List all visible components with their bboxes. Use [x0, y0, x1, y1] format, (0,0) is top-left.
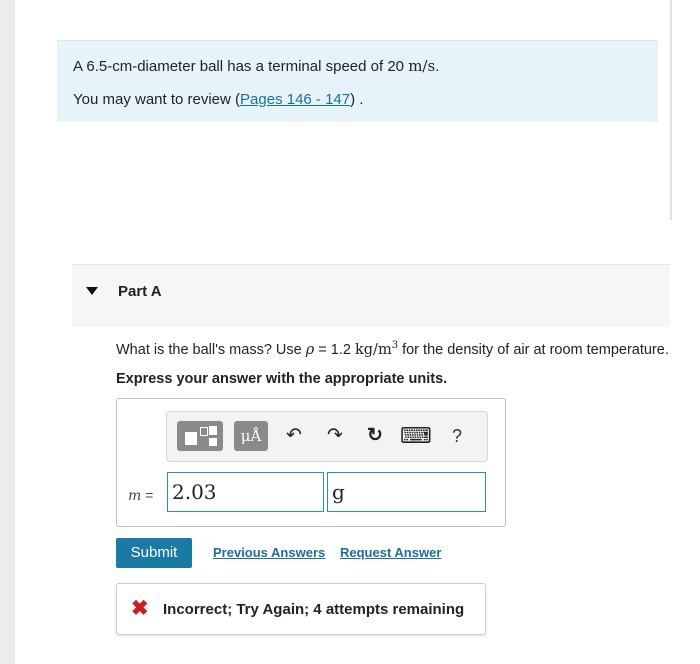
left-rail	[0, 0, 15, 664]
previous-answers-link[interactable]: Previous Answers	[213, 545, 326, 560]
feedback-message: Incorrect; Try Again; 4 attempts remaining	[163, 601, 465, 618]
help-button[interactable]: ?	[451, 426, 462, 446]
redo-icon[interactable]: ↷	[327, 425, 343, 446]
part-a-header[interactable]	[72, 264, 670, 327]
rho-symbol: ρ	[305, 341, 315, 358]
right-divider	[670, 0, 672, 220]
answer-unit-input[interactable]: g	[327, 472, 486, 512]
undo-icon[interactable]: ↶	[286, 425, 302, 446]
answer-box	[116, 398, 506, 527]
templates-button[interactable]	[177, 421, 223, 451]
review-pages-link[interactable]: Pages 146 - 147	[240, 91, 351, 108]
part-title: Part A	[118, 283, 162, 300]
feedback-box	[116, 583, 486, 635]
keyboard-icon[interactable]: ⌨	[400, 423, 432, 448]
error-x-icon: ✖	[131, 597, 149, 620]
math-toolbar	[166, 411, 488, 462]
request-answer-link[interactable]: Request Answer	[340, 545, 442, 560]
problem-intro	[57, 40, 658, 122]
problem-statement: A 6.5-cm-diameter ball has a terminal speed of 20 m/s.	[73, 57, 440, 75]
submit-button[interactable]: Submit	[116, 538, 192, 568]
variable-label: m =	[128, 487, 154, 504]
collapse-caret-icon[interactable]	[86, 287, 98, 295]
speed-unit: m/s	[408, 57, 436, 75]
answer-value-input[interactable]: 2.03	[167, 472, 324, 512]
answer-instruction: Express your answer with the appropriate units.	[116, 371, 448, 387]
density-unit: $kg/m^3$	[354, 340, 399, 358]
units-button[interactable]: μÅ	[234, 421, 268, 451]
question-text: What is the ball's mass? Use ρ = 1.2 $kg/m^3$ for the density of air at room temperature.	[116, 340, 669, 358]
reset-icon[interactable]: ↻	[367, 425, 383, 446]
review-note: You may want to review (Pages 146 - 147) .	[73, 91, 364, 108]
